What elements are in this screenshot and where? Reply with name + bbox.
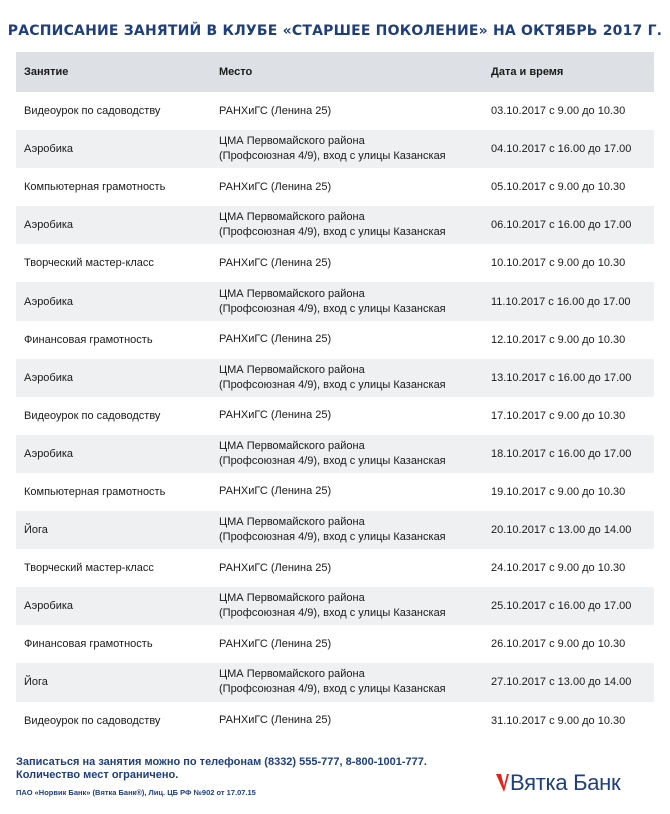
table-row xyxy=(16,625,654,663)
cell-place-line1: ЦМА Первомайского района xyxy=(219,668,365,681)
cell-place-line2: (Профсоюзная 4/9), вход с улицы Казанская xyxy=(219,531,446,544)
cell-place xyxy=(211,637,483,652)
signup-note xyxy=(16,756,427,782)
header-datetime: Дата и время xyxy=(491,66,564,78)
table-row xyxy=(16,244,654,282)
cell-place xyxy=(211,332,483,347)
table-row xyxy=(16,92,654,130)
cell-place xyxy=(211,287,483,317)
cell-datetime: 17.10.2017 с 9.00 до 10.30 xyxy=(491,409,626,422)
table-row xyxy=(16,168,654,206)
table-row xyxy=(16,282,654,320)
cell-activity: Финансовая грамотность xyxy=(24,638,153,651)
cell-place-line2: (Профсоюзная 4/9), вход с улицы Казанская xyxy=(219,150,446,163)
table-row xyxy=(16,473,654,511)
cell-place-line1: РАНХиГС (Ленина 25) xyxy=(219,409,332,422)
table-body xyxy=(16,92,654,740)
table-row xyxy=(16,206,654,244)
logo-mark-icon xyxy=(494,772,510,794)
cell-place-line2: (Профсоюзная 4/9), вход с улицы Казанская xyxy=(219,607,446,620)
cell-place-line2: (Профсоюзная 4/9), вход с улицы Казанская xyxy=(219,226,446,239)
cell-activity: Йога xyxy=(24,524,48,537)
cell-datetime: 06.10.2017 с 16.00 до 17.00 xyxy=(491,219,632,232)
cell-activity: Аэробика xyxy=(24,295,74,308)
cell-place-line1: ЦМА Первомайского района xyxy=(219,363,365,376)
signup-note-line2: Количество мест ограничено. xyxy=(16,769,179,781)
cell-datetime: 12.10.2017 с 9.00 до 10.30 xyxy=(491,333,626,346)
bank-logo xyxy=(494,770,620,796)
cell-activity: Аэробика xyxy=(24,600,74,613)
cell-place-line1: РАНХиГС (Ленина 25) xyxy=(219,561,332,574)
logo-text: Вятка Банк xyxy=(510,770,621,795)
cell-activity: Финансовая грамотность xyxy=(24,333,153,346)
cell-place-line2: (Профсоюзная 4/9), вход с улицы Казанская xyxy=(219,378,446,391)
cell-place-line1: РАНХиГС (Ленина 25) xyxy=(219,485,332,498)
cell-place xyxy=(211,104,483,119)
cell-place-line2: (Профсоюзная 4/9), вход с улицы Казанская xyxy=(219,454,446,467)
cell-activity: Видеоурок по садоводству xyxy=(24,714,161,727)
table-row xyxy=(16,321,654,359)
cell-datetime: 26.10.2017 с 9.00 до 10.30 xyxy=(491,638,626,651)
cell-activity: Видеоурок по садоводству xyxy=(24,105,161,118)
cell-datetime: 10.10.2017 с 9.00 до 10.30 xyxy=(491,257,626,270)
cell-place-line2: (Профсоюзная 4/9), вход с улицы Казанская xyxy=(219,683,446,696)
cell-place xyxy=(211,134,483,164)
table-row xyxy=(16,587,654,625)
cell-place xyxy=(211,667,483,697)
schedule-table xyxy=(16,52,654,740)
header-activity: Занятие xyxy=(24,66,69,78)
cell-place xyxy=(211,363,483,393)
page-title: РАСПИСАНИЕ ЗАНЯТИЙ В КЛУБЕ «СТАРШЕЕ ПОКОЛЕНИЕ» НА ОКТЯБРЬ 2017 Г. xyxy=(7,23,663,39)
cell-datetime: 31.10.2017 с 9.00 до 10.30 xyxy=(491,714,626,727)
table-row xyxy=(16,397,654,435)
cell-place xyxy=(211,408,483,423)
table-row xyxy=(16,663,654,701)
cell-activity: Аэробика xyxy=(24,143,74,156)
cell-place-line1: ЦМА Первомайского района xyxy=(219,516,365,529)
cell-datetime: 18.10.2017 с 16.00 до 17.00 xyxy=(491,447,632,460)
header-place: Место xyxy=(219,65,253,78)
cell-place-line1: ЦМА Первомайского района xyxy=(219,135,365,148)
cell-activity: Творческий мастер-класс xyxy=(24,562,154,575)
cell-place-line1: РАНХиГС (Ленина 25) xyxy=(219,333,332,346)
cell-datetime: 25.10.2017 с 16.00 до 17.00 xyxy=(491,600,632,613)
cell-place-line1: ЦМА Первомайского района xyxy=(219,287,365,300)
cell-place-line2: (Профсоюзная 4/9), вход с улицы Казанская xyxy=(219,302,446,315)
cell-datetime: 03.10.2017 с 9.00 до 10.30 xyxy=(491,105,626,118)
table-header xyxy=(16,52,654,92)
cell-place xyxy=(211,484,483,499)
cell-datetime: 20.10.2017 с 13.00 до 14.00 xyxy=(491,524,632,537)
table-row xyxy=(16,511,654,549)
cell-place xyxy=(211,561,483,576)
cell-activity: Йога xyxy=(24,676,48,689)
table-row xyxy=(16,359,654,397)
cell-activity: Творческий мастер-класс xyxy=(24,257,154,270)
cell-place xyxy=(211,210,483,240)
cell-datetime: 24.10.2017 с 9.00 до 10.30 xyxy=(491,562,626,575)
cell-place xyxy=(211,256,483,271)
signup-note-line1: Записаться на занятия можно по телефонам (8332) 555-777, 8-800-1001-777. xyxy=(16,756,427,768)
cell-datetime: 11.10.2017 с 16.00 до 17.00 xyxy=(491,295,631,308)
cell-activity: Аэробика xyxy=(24,447,74,460)
table-row xyxy=(16,435,654,473)
cell-datetime: 13.10.2017 с 16.00 до 17.00 xyxy=(491,371,632,384)
cell-place xyxy=(211,713,483,728)
table-row xyxy=(16,702,654,740)
cell-datetime: 19.10.2017 с 9.00 до 10.30 xyxy=(491,485,626,498)
cell-activity: Аэробика xyxy=(24,219,74,232)
cell-place xyxy=(211,439,483,469)
cell-place-line1: ЦМА Первомайского района xyxy=(219,211,365,224)
cell-place-line1: РАНХиГС (Ленина 25) xyxy=(219,637,332,650)
cell-datetime: 27.10.2017 с 13.00 до 14.00 xyxy=(491,676,632,689)
cell-activity: Видеоурок по садоводству xyxy=(24,409,161,422)
cell-datetime: 04.10.2017 с 16.00 до 17.00 xyxy=(491,143,632,156)
cell-datetime: 05.10.2017 с 9.00 до 10.30 xyxy=(491,181,626,194)
cell-place xyxy=(211,180,483,195)
cell-activity: Компьютерная грамотность xyxy=(24,181,166,194)
cell-activity: Компьютерная грамотность xyxy=(24,485,166,498)
cell-place xyxy=(211,591,483,621)
cell-place-line1: РАНХиГС (Ленина 25) xyxy=(219,714,332,727)
legal-text: ПАО «Норвик Банк» (Вятка Банк®), Лиц. ЦБ РФ №902 от 17.07.15 xyxy=(16,788,256,797)
cell-activity: Аэробика xyxy=(24,371,74,384)
cell-place-line1: ЦМА Первомайского района xyxy=(219,592,365,605)
cell-place-line1: ЦМА Первомайского района xyxy=(219,439,365,452)
cell-place-line1: РАНХиГС (Ленина 25) xyxy=(219,256,332,269)
cell-place-line1: РАНХиГС (Ленина 25) xyxy=(219,180,332,193)
table-row xyxy=(16,130,654,168)
table-row xyxy=(16,549,654,587)
cell-place-line1: РАНХиГС (Ленина 25) xyxy=(219,104,332,117)
cell-place xyxy=(211,515,483,545)
